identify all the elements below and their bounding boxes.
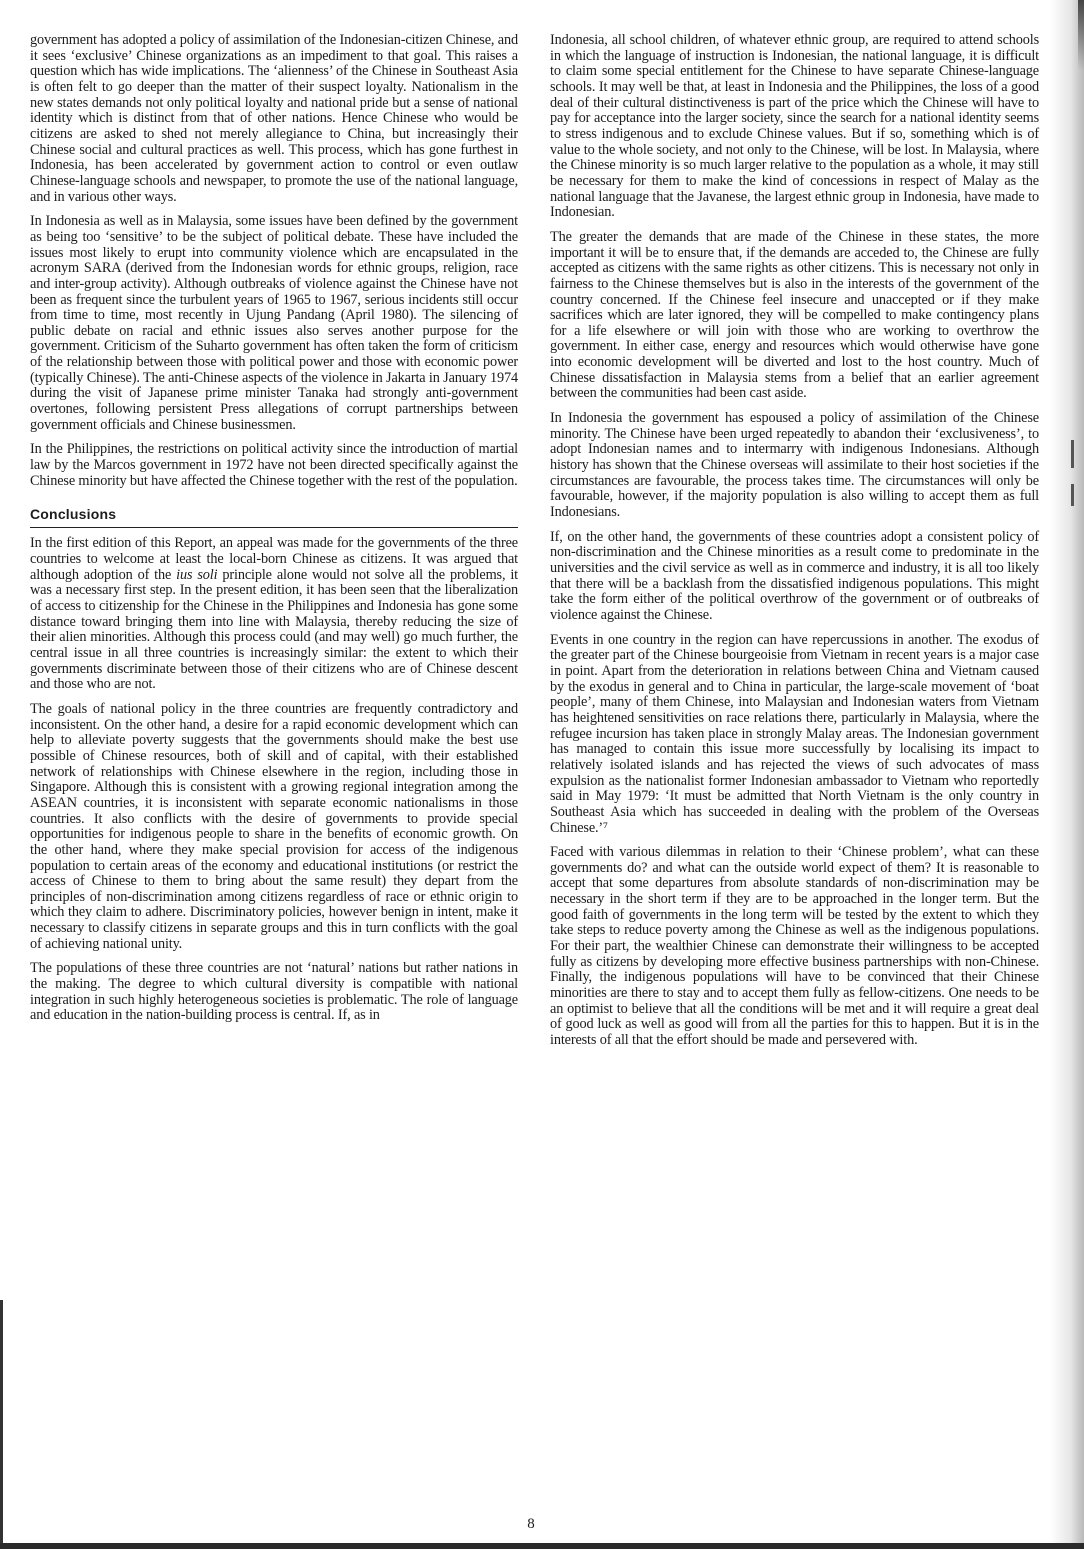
- paragraph: In Indonesia the government has espoused a policy of assimilation of the Chinese minority. The Chinese have been urged repeatedly to abandon their ‘exclusiveness’, to adopt Indonesian names and to intermarry with indigenous Indonesians. Although history has shown that the Chinese overseas will assimilate to their host societies if the circumstances are favourable, the process takes time. The circumstances will only be favourable, however, if the majority population is also willing to accept them as full Indonesians.: [550, 410, 1039, 521]
- section-heading: Conclusions: [30, 506, 117, 523]
- paragraph: Events in one country in the region can have repercussions in another. The exodus of the greater part of the Chinese bourgeoisie from Vietnam in recent years is a major case in point. Apart from the deterioration in relations between China and Vietnam caused by the exodus in general and to China in particular, the large-scale movement of ‘boat people’, many of them Chinese, into Malaysian and Indonesian waters from Vietnam has heightened sensitivities on race relations there, particularly in Malaysia, where the refugee incursion has taken place in strongly Malay areas. The Indonesian government has managed to contain this issue more successfully by localising its impact to relatively isolated islands and has rejected the views of such advocates of mass expulsion as the nationalist former Indonesian ambassador to Vietnam who reportedly said in May 1979: ‘It must be admitted that North Vietnam is the only country in Southeast Asia which has succeeded in dealing with the problem of the Overseas Chinese.’⁷: [550, 631, 1039, 836]
- text-run: principle alone would not solve all the problems, it was a necessary first step. In the present edition, it has been seen that the liberalization of access to citizenship for the Chinese in the Philippines and Indonesia has gone some distance toward bringing them into line with Malaysia, thereby reducing the size of their alien minorities. Although this process could (and may well) go much further, the central issue in all three countries is increasingly similar: the extent to which their governments discriminate between those of their citizens who are of Chinese descent and those who are not.: [30, 566, 518, 693]
- paragraph: If, on the other hand, the governments of these countries adopt a consistent policy of non-discrimination and the Chinese minorities as a result come to predominate in the universities and the civil service as well as in commerce and industry, it is all too likely that there will be a backlash from the dissatisfied indigenous populations. This might take the form either of the political overthrow of the government or of outbreaks of violence against the Chinese.: [550, 528, 1039, 623]
- margin-mark: [1071, 440, 1074, 468]
- page-number: 8: [527, 1516, 535, 1532]
- page-edge-line: [0, 1300, 3, 1549]
- paragraph: government has adopted a policy of assimilation of the Indonesian-citizen Chinese, and it sees ‘exclusive’ Chinese organizations as an impediment to that goal. This raises a question which has wide implications. The ‘alienness’ of the Chinese in Southeast Asia is often felt to go deeper than the matter of their suspect loyalty. Nationalism in the new states demands not only political loyalty and national pride but a sense of national identity which is distinct from that of other nations. Hence Chinese who would be citizens are asked to shed not merely allegiance to China, but increasingly their Chinese social and cultural practices as well. This process, which has gone furthest in Indonesia, has been accelerated by government action to control or even outlaw Chinese-language schools and newspaper, to promote the use of the national language, and in various other ways.: [30, 32, 518, 205]
- page-edge-mark: [1078, 0, 1084, 70]
- paragraph: The goals of national policy in the three countries are frequently contradictory and inconsistent. On the other hand, a desire for a rapid economic development which can help to alleviate poverty suggests that the governments should make the best use possible of Chinese resources, both of skill and of capital, with their established network of relationships with Chinese elsewhere in the region, including those in Singapore. Although this is consistent with a growing regional integration among the ASEAN countries, it is inconsistent with separate economic nationalisms in those countries. It also conflicts with the desire of governments to provide special opportunities for indigenous people to share in the benefits of economic growth. On the other hand, where they make special provision for access of the indigenous population to certain areas of the economy and educational institutions (or restrict the access of Chinese to them to bring about the same result) they depart from the principles of non-discrimination among citizens regardless of race or ethnic origin to which they claim to adhere. Discriminatory policies, however benign in intent, make it necessary to classify citizens in separate groups and this in turn conflicts with the goal of achieving national unity.: [30, 700, 518, 952]
- paragraph: Indonesia, all school children, of whatever ethnic group, are required to attend schools in which the language of instruction is Indonesian, the national language, it is difficult to claim some special entitlement for the Chinese to have separate Chinese-language schools. It may well be that, at least in Indonesia and the Philippines, the loss of a good deal of their cultural distinctiveness is part of the price which the Chinese will have to pay for acceptance into the larger society, since the search for a national identity seems to stress indigenous and to exclude Chinese values. But if so, something which is of value to the whole society, and not only to the Chinese, will be lost. In Malaysia, where the Chinese minority is so much larger relative to the population as a whole, it may still be necessary for them to make the kind of concessions in respect of Malay as the national language that the Javanese, the largest ethnic group in Indonesia, have made to Indonesian.: [550, 32, 1039, 221]
- scan-bottom-edge: [0, 1543, 1084, 1549]
- paragraph: [30, 536, 518, 693]
- paragraph: Faced with various dilemmas in relation to their ‘Chinese problem’, what can these governments do? and what can the outside world expect of them? It is reasonable to accept that some departures from absolute standards of non-discrimination may be necessary in the short term if they are to be approached in the longer term. But the good faith of governments in the long term will be tested by the extent to which they take steps to reduce poverty among the Chinese as well as the indigenous populations. For their part, the wealthier Chinese can demonstrate their willingness to be accepted fully as citizens by developing more effective business partnerships with non-Chinese. Finally, the indigenous populations will have to be convinced that their Chinese minorities are there to stay and to accept them fully as fellow-citizens. One needs to be an optimist to believe that all the conditions will be met and it will require a great deal of good luck as well as good will from all the parties for this to happen. But it is in the interests of all that the effort should be made and persevered with.: [550, 844, 1039, 1049]
- page-edge-shadow: [1050, 0, 1084, 1549]
- text-run: In the first edition of this Report, an appeal was made for the governments of the three countries to welcome at least the local-born Chinese as citizens. It was argued that although adoption of the: [30, 535, 518, 583]
- left-column: [30, 33, 518, 1033]
- paragraph: In the Philippines, the restrictions on political activity since the introduction of martial law by the Marcos government in 1972 have not been directed specifically against the Chinese minority but have affected the Chinese together with the rest of the population.: [30, 441, 518, 489]
- italic-term: ius soli: [176, 566, 218, 583]
- paragraph: In Indonesia as well as in Malaysia, some issues have been defined by the government as being too ‘sensitive’ to be the subject of political debate. These have included the issues most likely to erupt into community violence which are encapsulated in the acronym SARA (derived from the Indonesian words for ethnic groups, religion, race and inter-group activity). Although outbreaks of violence against the Chinese have not been as frequent since the turbulent years of 1965 to 1967, serious incidents still occur from time to time, most recently in Ujung Pandang (April 1980). The silencing of public debate on racial and ethnic issues also serves another purpose for the government. Criticism of the Suharto government has often taken the form of criticism of the relationship between those with political power and those with economic power (typically Chinese). The anti-Chinese aspects of the violence in Jakarta in January 1974 during the visit of Japanese prime minister Tanaka had strongly anti-government overtones, following persistent Press allegations of corrupt partnerships between government officials and Chinese businessmen.: [30, 213, 518, 433]
- paragraph: The greater the demands that are made of the Chinese in these states, the more important it will be to ensure that, if the demands are acceded to, the Chinese are fully accepted as citizens with the same rights as other citizens. This is necessary not only in fairness to the Chinese themselves but is also in the interests of the government of the country concerned. If the Chinese feel insecure and unaccepted or if they make sacrifices which are later ignored, they will be compelled to make contingency plans for a life elsewhere or will join with those who are working to overthrow the government. In either case, energy and resources which would otherwise have gone into economic development will be diverted and lost to the host country. Much of Chinese dissatisfaction in Malaysia stems from a belief that an earlier agreement between the communities had been cast aside.: [550, 228, 1039, 402]
- right-column: [550, 33, 1039, 1058]
- paragraph: The populations of these three countries are not ‘natural’ nations but rather nations in the making. The degree to which cultural diversity is compatible with national integration in such highly heterogeneous societies is problematic. The role of language and education in the nation-building process is central. If, as in: [30, 960, 518, 1024]
- margin-mark: [1071, 484, 1074, 506]
- heading-rule: [30, 527, 518, 528]
